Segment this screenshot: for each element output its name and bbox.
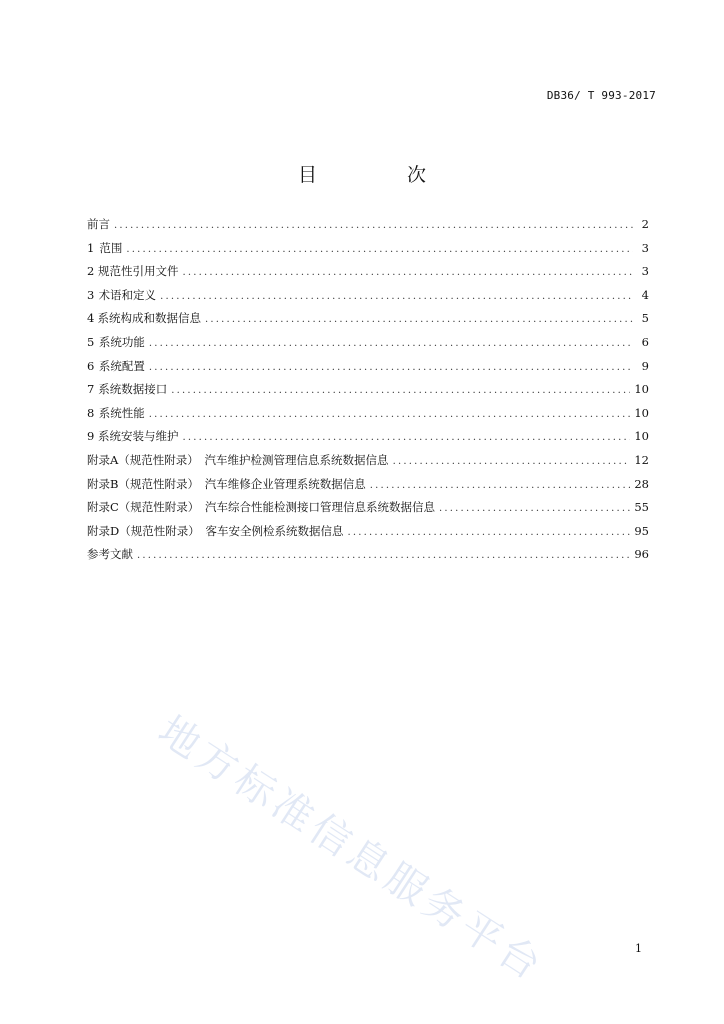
toc-leader-dots <box>393 456 631 467</box>
toc-entry-appendix-d[interactable] <box>87 523 649 547</box>
toc-leader-dots <box>183 267 633 278</box>
toc-entry-system-configuration[interactable] <box>87 358 649 382</box>
toc-entry-number: 1 <box>87 240 95 255</box>
toc-entry-label: 前言 <box>87 217 110 231</box>
toc-entry-label: 系统性能 <box>98 405 145 420</box>
toc-entry-label: 系统功能 <box>98 334 145 349</box>
page-title: 目 次 <box>297 164 469 186</box>
toc-entry-scope[interactable] <box>87 240 649 264</box>
toc-leader-dots <box>347 527 630 538</box>
toc-entry-data-interface[interactable] <box>87 381 649 405</box>
toc-entry-normative-references[interactable] <box>87 263 649 287</box>
toc-entry-number: 2 <box>87 264 95 279</box>
toc-entry-label: 附录D（规范性附录） 客车安全例检系统数据信息 <box>87 523 344 538</box>
toc-leader-dots <box>149 409 631 420</box>
standard-code: DB36/ T 993-2017 <box>546 89 656 102</box>
toc-entry-page: 10 <box>634 429 649 444</box>
toc-entry-page: 2 <box>641 217 649 231</box>
toc-entry-number: 6 <box>87 358 95 373</box>
page-number: 1 <box>635 942 642 955</box>
toc-entry-number: 9 <box>87 429 95 444</box>
toc-entry-bibliography[interactable] <box>87 546 649 570</box>
toc-leader-dots <box>205 314 633 325</box>
toc-entry-label: 系统配置 <box>98 358 145 373</box>
toc-entry-page: 96 <box>634 547 649 562</box>
toc-leader-dots <box>114 220 633 231</box>
toc-entry-label: 规范性引用文件 <box>98 264 179 279</box>
toc-entry-label: 系统数据接口 <box>98 382 168 397</box>
table-of-contents <box>87 216 649 570</box>
toc-entry-page: 28 <box>634 476 649 491</box>
toc-entry-label: 范围 <box>99 240 123 255</box>
toc-entry-page: 5 <box>641 311 649 326</box>
toc-entry-page: 55 <box>634 500 649 515</box>
toc-leader-dots <box>182 432 630 443</box>
toc-entry-page: 6 <box>641 334 649 349</box>
toc-entry-page: 95 <box>634 523 649 538</box>
toc-entry-number: 5 <box>87 334 95 349</box>
toc-entry-appendix-b[interactable] <box>87 476 649 500</box>
toc-entry-page: 3 <box>641 264 649 279</box>
toc-entry-label: 附录C（规范性附录） 汽车综合性能检测接口管理信息系统数据信息 <box>87 500 436 515</box>
watermark: 地方标准信息服务平台 <box>150 707 553 992</box>
toc-entry-page: 4 <box>641 287 649 302</box>
toc-leader-dots <box>137 550 630 561</box>
toc-entry-number: 3 <box>87 287 95 302</box>
toc-entry-system-performance[interactable] <box>87 405 649 429</box>
toc-entry-label: 附录B（规范性附录） 汽车维修企业管理系统数据信息 <box>87 476 366 491</box>
toc-entry-label: 系统安装与维护 <box>97 429 179 444</box>
toc-entry-page: 10 <box>634 405 649 420</box>
toc-entry-page: 12 <box>634 452 649 467</box>
toc-leader-dots <box>149 362 633 373</box>
toc-entry-appendix-a[interactable] <box>87 452 649 476</box>
toc-entry-number: 8 <box>87 405 95 420</box>
toc-entry-system-composition[interactable] <box>87 310 649 334</box>
toc-entry-number: 7 <box>87 382 95 397</box>
toc-leader-dots <box>370 480 631 491</box>
toc-entry-appendix-c[interactable] <box>87 499 649 523</box>
toc-entry-page: 3 <box>641 240 649 255</box>
toc-entry-page: 9 <box>641 358 649 373</box>
toc-entry-installation-maintenance[interactable] <box>87 428 649 452</box>
toc-leader-dots <box>439 503 630 514</box>
toc-leader-dots <box>126 244 633 255</box>
toc-leader-dots <box>160 291 633 302</box>
toc-entry-page: 10 <box>634 382 649 397</box>
toc-leader-dots <box>149 338 633 349</box>
toc-leader-dots <box>171 385 630 396</box>
toc-entry-label: 参考文献 <box>87 547 133 562</box>
toc-entry-label: 系统构成和数据信息 <box>97 311 201 326</box>
toc-entry-foreword[interactable] <box>87 216 649 240</box>
toc-entry-terms[interactable] <box>87 287 649 311</box>
toc-entry-label: 术语和定义 <box>98 287 157 302</box>
toc-entry-label: 附录A（规范性附录） 汽车维护检测管理信息系统数据信息 <box>87 452 389 467</box>
toc-entry-system-functions[interactable] <box>87 334 649 358</box>
toc-entry-number: 4 <box>87 311 95 326</box>
